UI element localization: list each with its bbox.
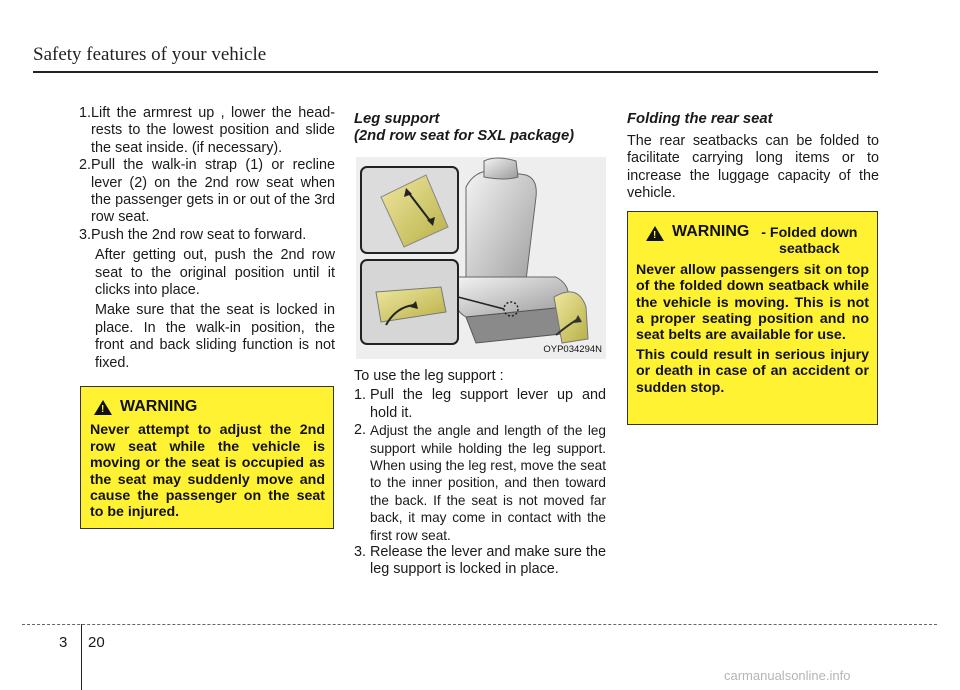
step-1 <box>79 105 335 157</box>
leg-support-figure <box>356 157 606 359</box>
warning-box-2nd-row <box>80 386 334 529</box>
page-header-title: Safety features of your vehicle <box>33 44 267 65</box>
column-2 <box>354 111 606 145</box>
step-text: Adjust the angle and length of the leg support while holding the leg support. When using the leg rest, move the seat to the inner position, and then toward the back. If the seat is not moved far back, it may come in contact with the first row seat. <box>370 423 606 543</box>
step-3 <box>354 544 606 579</box>
section-heading: Folding the rear seat <box>627 111 773 127</box>
footer-dashed-rule <box>22 624 937 625</box>
step-text: Release the lever and make sure the leg support is locked in place. <box>370 544 606 578</box>
warning-title: ! WARNING - Folded down seatback <box>636 224 869 258</box>
warning-title: ! WARNING <box>90 399 325 415</box>
warning-triangle-icon <box>646 226 664 241</box>
step-2 <box>79 157 335 227</box>
watermark: carmanualsonline.info <box>724 668 851 683</box>
paragraph: After getting out, push the 2nd row seat to the original position until it clicks into place. <box>95 247 335 299</box>
leg-support-steps <box>354 368 606 579</box>
paragraph: Make sure that the seat is locked in place. In the walk-in position, the front and back sliding function is not fixed. <box>95 302 335 371</box>
section-number: 3 <box>59 634 68 651</box>
step-3 <box>79 227 335 244</box>
step-text: Lift the armrest up , lower the head-rests to the lowest position and slide the seat inside. (if necessary). <box>91 105 335 156</box>
warning-box-folded-seatback <box>627 211 878 425</box>
warning-subtitle: - Folded down seatback <box>761 225 858 258</box>
step-text: Push the 2nd row seat to forward. <box>91 226 307 243</box>
header-rule <box>33 71 878 73</box>
section-subheading: (2nd row seat for SXL package) <box>354 128 575 144</box>
step-number: 3. <box>354 544 370 561</box>
column-1 <box>79 105 335 372</box>
section-heading: Leg support <box>354 111 440 127</box>
step-number: 1. <box>354 387 370 404</box>
paragraph: The rear seatbacks can be folded to facilitate carrying long items or to increase the luggage capacity of the vehicle. <box>627 133 879 202</box>
step-2 <box>354 422 606 544</box>
step-text: Pull the leg support lever up and hold it. <box>370 387 606 421</box>
step-number: 2. <box>79 157 92 174</box>
page-number: 20 <box>88 634 105 651</box>
figure-code: OYP034294N <box>543 344 602 355</box>
step-text: Pull the walk-in strap (1) or recline lever (2) on the 2nd row seat when the passenger gets in or out of the 3rd row seat. <box>91 157 335 226</box>
warning-text: Never attempt to adjust the 2nd row seat while the vehicle is moving or the seat is occupied as the seat may suddenly move and cause the passenger on the seat to be injured. <box>90 422 325 521</box>
step-number: 1. <box>79 105 92 121</box>
footer-divider <box>81 624 82 690</box>
warning-text: Never allow passengers sit on top of the folded down seatback while the vehicle is moving. This is not a proper seating position and no seat belts are available for use. <box>636 261 869 344</box>
warning-triangle-icon <box>94 400 112 415</box>
warning-text: This could result in serious injury or death in case of an accident or sudden stop. <box>636 346 869 396</box>
step-number: 2. <box>354 422 370 439</box>
step-1 <box>354 387 606 422</box>
seat-illustration-icon <box>356 157 606 359</box>
column-3 <box>627 111 879 203</box>
intro-text: To use the leg support : <box>354 368 504 384</box>
step-number: 3. <box>79 226 92 243</box>
